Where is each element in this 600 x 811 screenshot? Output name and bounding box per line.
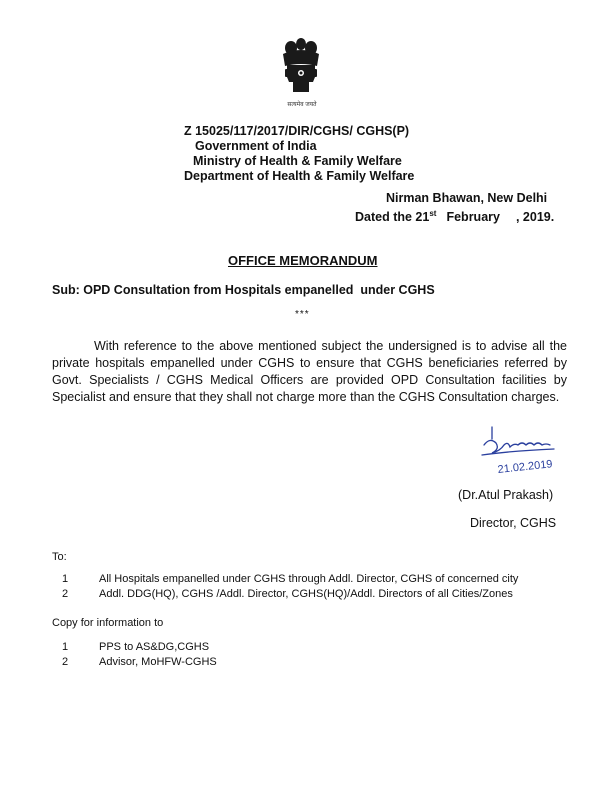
memo-subject: Sub: OPD Consultation from Hospitals empanelled under CGHS — [52, 283, 435, 297]
list-item — [62, 588, 562, 601]
to-list — [62, 573, 562, 603]
memo-body: With reference to the above mentioned subject the undersigned is to advise all the private hospitals empanelled under CGHS to ensure that CGHS beneficiaries referred by Govt. Specialists / CGHS Medical Officers are provided OPD Consultation facilities by Specialist and ensure that they shall not charge more than the CGHS Consultation charges. — [52, 339, 567, 404]
ministry-name: Ministry of Health & Family Welfare — [193, 154, 402, 168]
list-item-text: Advisor, MoHFW-CGHS — [99, 656, 217, 668]
separator-stars: *** — [295, 309, 310, 320]
list-item-number: 1 — [62, 573, 69, 585]
signatory-name: (Dr.Atul Prakash) — [458, 488, 554, 502]
list-item — [62, 656, 362, 669]
date-prefix: Dated the 21 — [355, 210, 430, 224]
list-item-number: 2 — [62, 588, 69, 600]
list-item-text: All Hospitals empanelled under CGHS through Addl. Director, CGHS of concerned city — [99, 573, 519, 585]
list-item-text: PPS to AS&DG,CGHS — [99, 641, 210, 653]
copy-list — [62, 641, 362, 671]
date-month: February — [446, 210, 500, 224]
list-item-number: 2 — [62, 656, 69, 668]
signature-date: 21.02.2019 — [497, 458, 554, 476]
reference-number: Z 15025/117/2017/DIR/CGHS/ CGHS(P) — [184, 124, 410, 138]
date-year: , 2019. — [515, 210, 555, 224]
department-name: Department of Health & Family Welfare — [184, 169, 415, 183]
issue-place: Nirman Bhawan, New Delhi — [386, 191, 548, 205]
date-ordinal-suffix: st — [429, 209, 437, 218]
government-name: Government of India — [195, 139, 317, 153]
memo-title: OFFICE MEMORANDUM — [228, 253, 378, 268]
signatory-designation: Director, CGHS — [470, 516, 557, 530]
list-item-number: 1 — [62, 641, 69, 653]
list-item — [62, 641, 362, 654]
list-item — [62, 573, 562, 586]
list-item-text: Addl. DDG(HQ), CGHS /Addl. Director, CGHS(HQ)/Addl. Directors of all Cities/Zones — [99, 588, 513, 600]
national-emblem-icon — [273, 36, 329, 108]
emblem-motto: सत्यमेव जयते — [287, 102, 317, 108]
issue-date — [355, 206, 554, 225]
to-label: To: — [52, 551, 67, 563]
handwritten-signature — [470, 423, 580, 485]
copy-label: Copy for information to — [52, 617, 164, 629]
